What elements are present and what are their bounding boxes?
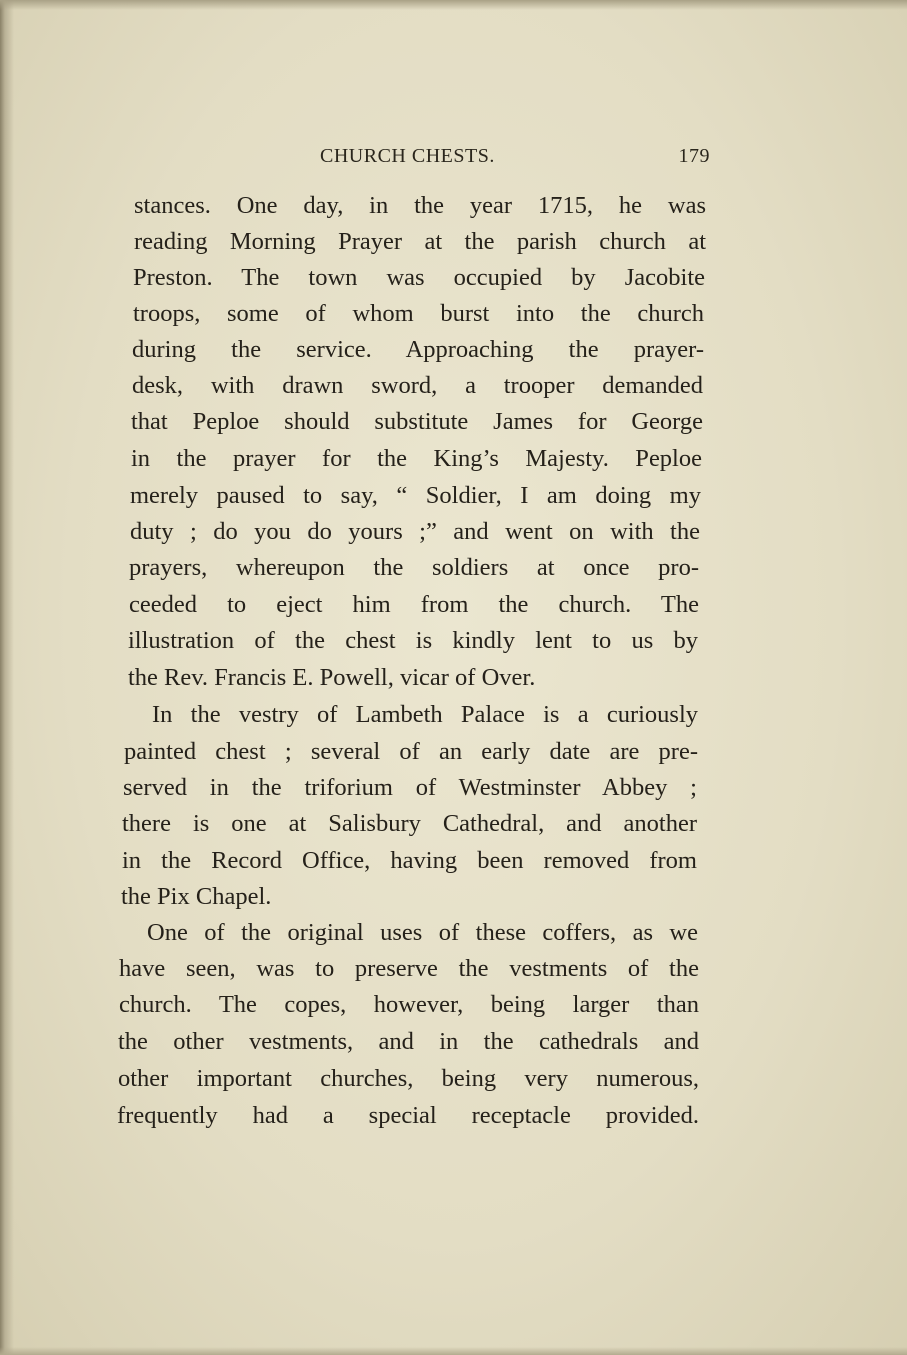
body-line: served in the triforium of Westminster Abbey ; <box>123 774 697 801</box>
body-line: One of the original uses of these coffers, as we <box>147 919 698 946</box>
body-line: in the Record Office, having been removed from <box>122 847 697 874</box>
running-head-title: CHURCH CHESTS. <box>320 145 495 167</box>
body-line: reading Morning Prayer at the parish church at <box>134 228 706 255</box>
body-line: prayers, whereupon the soldiers at once pro- <box>129 554 699 581</box>
running-head <box>130 145 710 173</box>
body-line: the Rev. Francis E. Powell, vicar of Over. <box>128 664 536 691</box>
body-line: merely paused to say, “ Soldier, I am doing my <box>130 482 701 509</box>
body-line: In the vestry of Lambeth Palace is a curiously <box>152 701 698 728</box>
body-line: in the prayer for the King’s Majesty. Peploe <box>131 445 702 472</box>
body-line: desk, with drawn sword, a trooper demanded <box>132 372 703 399</box>
body-line: ceeded to eject him from the church. The <box>129 591 699 618</box>
body-line: church. The copes, however, being larger than <box>119 991 699 1018</box>
page-left-edge <box>0 0 14 1355</box>
body-line: troops, some of whom burst into the church <box>133 300 704 327</box>
body-line: illustration of the chest is kindly lent to us by <box>128 627 698 654</box>
body-line: that Peploe should substitute James for George <box>131 408 703 435</box>
body-line: other important churches, being very numerous, <box>118 1065 699 1092</box>
page-top-edge <box>0 0 907 10</box>
body-line: the other vestments, and in the cathedrals and <box>118 1028 699 1055</box>
body-line: frequently had a special receptacle provided. <box>117 1102 699 1129</box>
body-line: Preston. The town was occupied by Jacobite <box>133 264 705 291</box>
body-line: stances. One day, in the year 1715, he was <box>134 192 706 219</box>
body-line: duty ; do you do yours ;” and went on with the <box>130 518 700 545</box>
page-bottom-edge <box>0 1347 907 1355</box>
body-line: there is one at Salisbury Cathedral, and another <box>122 810 697 837</box>
body-line: painted chest ; several of an early date are pre- <box>124 738 698 765</box>
body-line: the Pix Chapel. <box>121 883 272 910</box>
body-line: during the service. Approaching the prayer- <box>132 336 704 363</box>
page-number: 179 <box>678 145 710 167</box>
body-line: have seen, was to preserve the vestments of the <box>119 955 699 982</box>
